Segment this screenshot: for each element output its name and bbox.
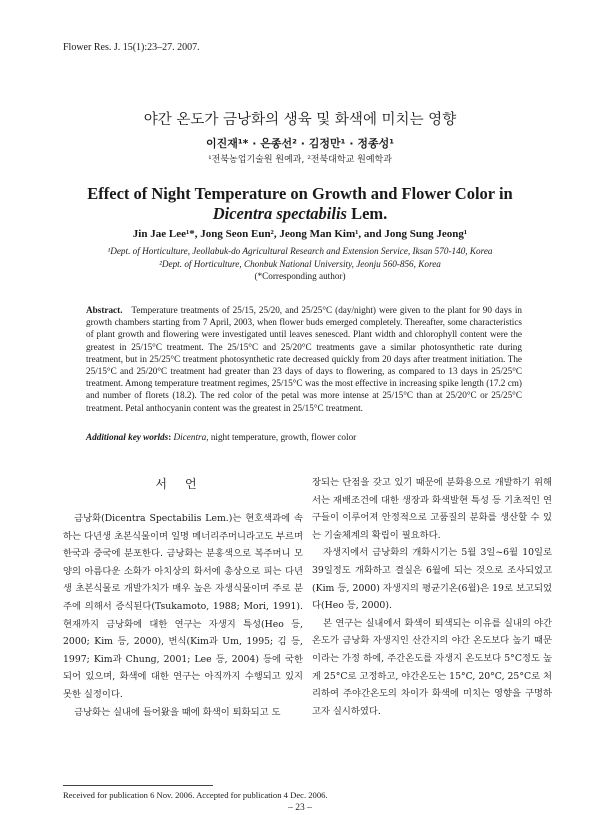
korean-authors: 이진재¹* · 은종선² · 김정만¹ · 정종성¹ <box>205 137 395 150</box>
page-number: – 23 – <box>288 803 312 813</box>
affiliation-1: ¹Dept. of Horticulture, Jeollabuk-do Agricultural Research and Extension Service, Iksan 570-140, Korea <box>107 246 493 256</box>
footnote-divider <box>63 785 213 786</box>
paragraph: 본 연구는 실내에서 화색이 퇴색되는 이유를 실내의 야간온도가 금낭화 자생지인 산간지의 야간 온도보다 높기 때문이라는 가정 하에, 주간온도를 자생지 온도보다 5°C정도 높게 25°C로 고정하고, 야간온도는 15°C, 20°C, 25°C로 처리하여 주야간온도의 차이가 화색에 미치는 영향을 구명하고자 실시하였다. <box>312 617 553 717</box>
paragraph: 금낭화(Dicentra Spectabilis Lem.)는 현호색과에 속하는 다년생 초본식물이며 일명 메너리주머니라고도 부르며 한국과 중국에 분포한다. 금낭화는 분홍색으로 복주머니 모양의 아름다운 소화가 아치상의 화서에 총상으로 피는 다년생 초본식물로 개발가치가 매우 높은 자생식물이며 주로 분주에 의해서 증식된다(Tsukamoto, 1988; Mori, 1991). 현재까지 금낭화에 대한 연구는 자생지 특성(Heo 등, 2000; Kim 등, 2000), 번식(Kim과 Um, 1995; 김 등, 1997; Kim과 Chung, 2001; Lee 등, 2004) 등에 국한되어 있으며, 화색에 대한 연구는 아직까지 수행되고 있지 못한 실정이다. <box>63 513 303 700</box>
paragraph: 장되는 단점을 갖고 있기 때문에 분화용으로 개발하기 위해서는 재배조건에 대한 생장과 화색발현 특성 등 기초적인 연구들이 이루어져 안정적으로 고품질의 분화를 생산할 수 있는 기술체계의 확립이 필요하다. <box>312 477 552 541</box>
keywords-list: , night temperature, growth, flower color <box>206 432 357 442</box>
section-heading-introduction: 서언 <box>155 477 215 491</box>
body-column-left <box>63 510 303 721</box>
journal-citation: Flower Res. J. 15(1):23–27. 2007. <box>63 42 200 53</box>
abstract <box>86 304 522 414</box>
english-title <box>0 184 600 224</box>
english-title-line2 <box>0 204 600 224</box>
english-affiliations <box>0 245 600 283</box>
species-authority: Lem. <box>346 204 388 223</box>
affiliation-2: ²Dept. of Horticulture, Chonbuk National University, Jeonju 560-856, Korea <box>159 258 441 269</box>
keyword-dicentra: Dicentra <box>173 432 207 442</box>
korean-affiliation: ¹전북농업기술원 원예과, ²전북대학교 원예학과 <box>208 155 392 165</box>
keywords-label: Additional key worlds <box>86 432 169 442</box>
publication-footnote: Received for publication 6 Nov. 2006. Accepted for publication 4 Dec. 2006. <box>63 790 328 800</box>
key-words: Additional key worlds: Dicentra, night temperature, growth, flower color <box>86 432 357 442</box>
abstract-text: Temperature treatments of 25/15, 25/20, and 25/25°C (day/night) were given to the plant for 90 days in growth chambers starting from 7 April, 2003, when flower buds emerged completely. Thereafter, some characteristics of plant growth and flowering were investigated until leaves senesced. Plant width and chlorophyll content were the greatest in 25/15°C treatment. The 25/15°C and 25/20°C treatments gave a similar photosynthetic rate during treatment, but in 25/25°C treatment photosynthetic rate decreased quickly from 20 days after treatment initiation. The 25/15°C and 25/20°C treatment had greater than 23 days of days to flowering, as compared to 13 days in 25/25°C treatment. Among temperature treatment regimes, 25/15°C was the most effective in increasing spike length (17.2 cm) and number of florets (18.2). The red color of the petal was more intense at 25/15°C than at 25/20°C or 25/25°C treatment. Petal anthocyanin content was the greatest in 25/15°C treatment. <box>86 305 522 413</box>
english-authors: Jin Jae Lee¹*, Jong Seon Eun², Jeong Man Kim¹, and Jong Sung Jeong¹ <box>132 228 468 240</box>
body-column-right <box>312 474 552 720</box>
abstract-label: Abstract. <box>86 305 123 315</box>
paragraph: 금낭화는 실내에 들어왔을 때에 화색이 퇴화되고 도 <box>74 706 281 718</box>
corresponding-author-note: (*Corresponding author) <box>254 271 346 281</box>
paragraph: 자생지에서 금낭화의 개화시기는 5월 3일~6월 10일로 39일정도 개화하고 결실은 6월에 되는 것으로 조사되었고(Kim 등, 2000) 자생지의 평균기온(6월)은 19로 보고되었다(Heo 등, 2000). <box>312 547 552 612</box>
korean-title: 야간 온도가 금낭화의 생육 및 화색에 미치는 영향 <box>143 112 457 128</box>
species-name: Dicentra spectabilis <box>212 204 347 223</box>
english-title-line1: Effect of Night Temperature on Growth and Flower Color in <box>87 184 513 203</box>
